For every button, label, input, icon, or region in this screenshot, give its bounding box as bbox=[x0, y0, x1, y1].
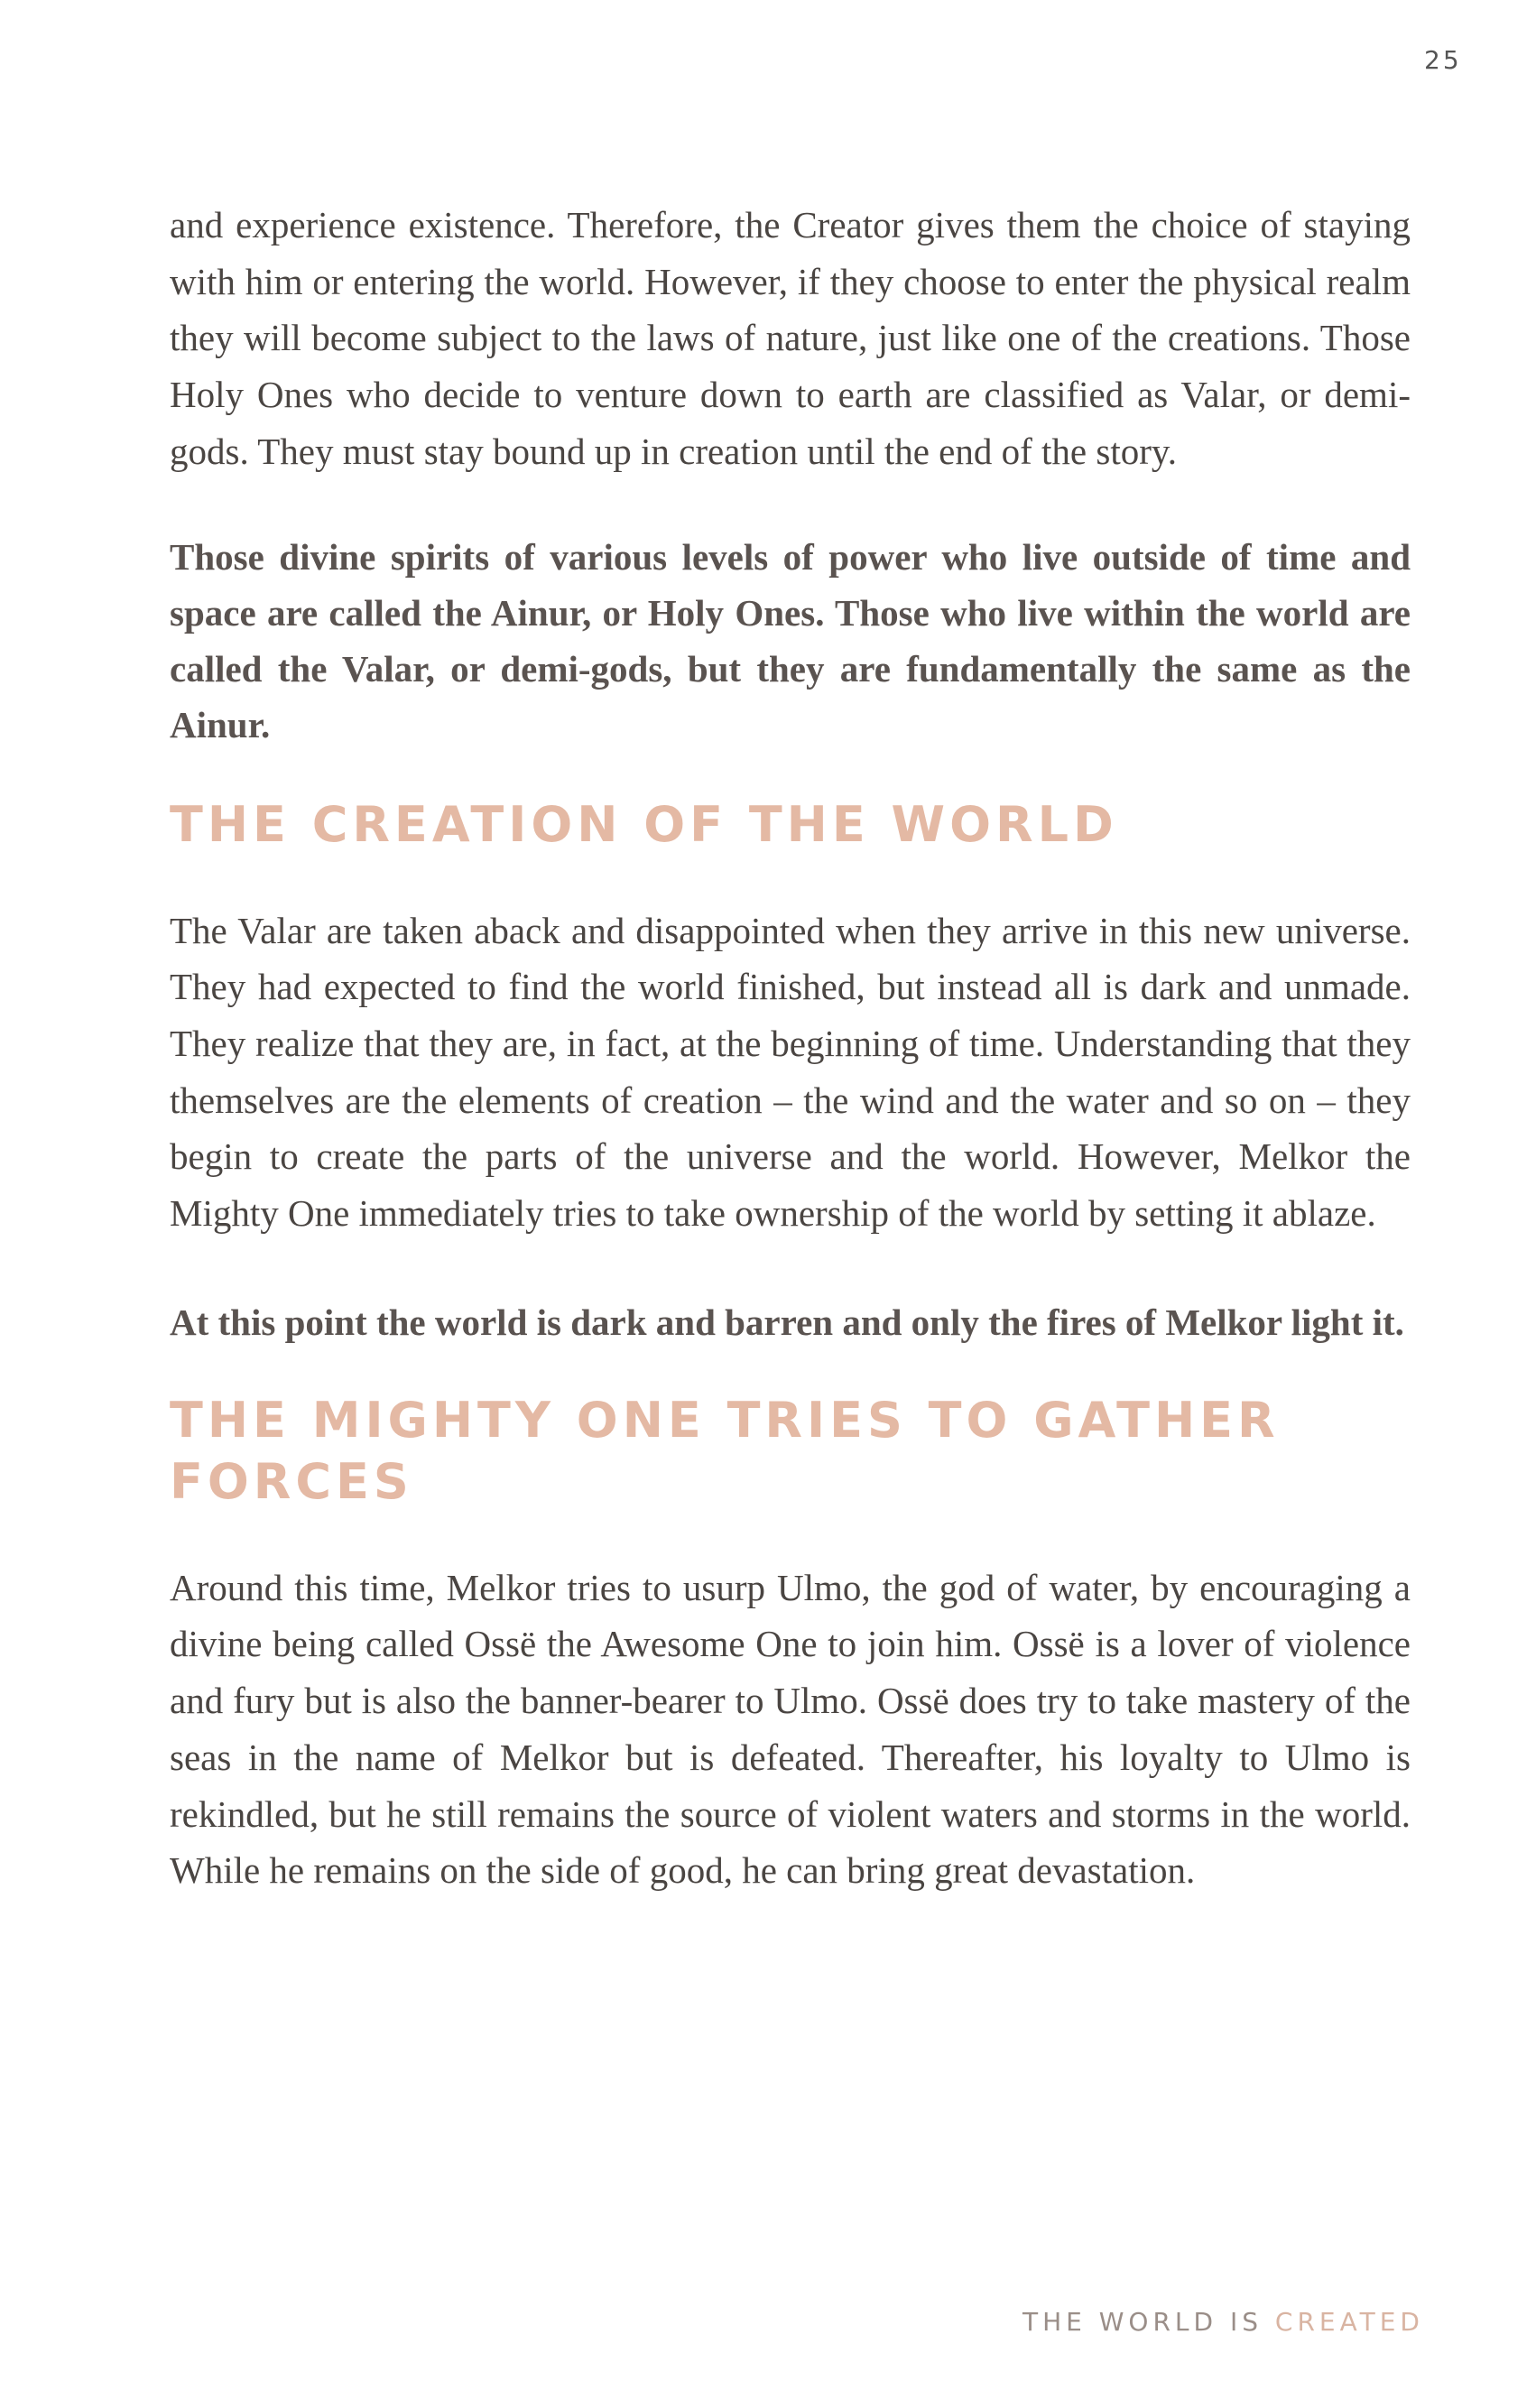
page-number: 25 bbox=[1424, 45, 1462, 75]
paragraph-1: and experience existence. Therefore, the Creator gives them the choice of staying with him or entering the world. However, if they choose to enter the physical realm they will become subject to the laws of nature, just like one of the creations. Those Holy Ones who decide to venture down to earth are classified as Valar, or demi-gods. They must stay bound up in creation until the end of the story. bbox=[170, 204, 1411, 472]
section-heading-mighty-one: THE MIGHTY ONE TRIES TO GATHER FORCES bbox=[170, 1391, 1280, 1510]
paragraph-3: The Valar are taken aback and disappointed when they arrive in this new universe. They had expected to find the world finished, but instead all is dark and unmade. They realize that they are, in fact, at the beginning of time. Understanding that they themselves are the elements of creation – the wind and the water and so on – they begin to create the parts of the universe and the world. However, Melkor the Mighty One immediately tries to take ownership of the world by setting it ablaze. bbox=[170, 909, 1411, 1235]
bold-summary-1: Those divine spirits of various levels of power who live outside of time and space are called the Ainur, or Holy Ones. Those who live within the world are called the Valar, or demi-gods, but they are fundamentally the same as the Ainur. bbox=[170, 535, 1411, 746]
bold-summary-2: At this point the world is dark and barren and only the fires of Melkor light it. bbox=[170, 1301, 1404, 1343]
running-footer bbox=[1022, 2307, 1424, 2337]
footer-text-accent: CREATED bbox=[1274, 2307, 1424, 2337]
section-heading-creation: THE CREATION OF THE WORLD bbox=[170, 795, 1118, 853]
page-content bbox=[170, 197, 1411, 1899]
footer-text: THE WORLD IS bbox=[1022, 2307, 1275, 2337]
paragraph-5: Around this time, Melkor tries to usurp Ulmo, the god of water, by encouraging a divine being called Ossë the Awesome One to join him. Ossë is a lover of violence and fury but is also the banner-bearer to Ulmo. Ossë does try to take mastery of the seas in the name of Melkor but is defeated. Thereafter, his loyalty to Ulmo is rekindled, but he still remains the source of violent waters and storms in the world. While he remains on the side of good, he can bring great devastation. bbox=[170, 1566, 1411, 1892]
